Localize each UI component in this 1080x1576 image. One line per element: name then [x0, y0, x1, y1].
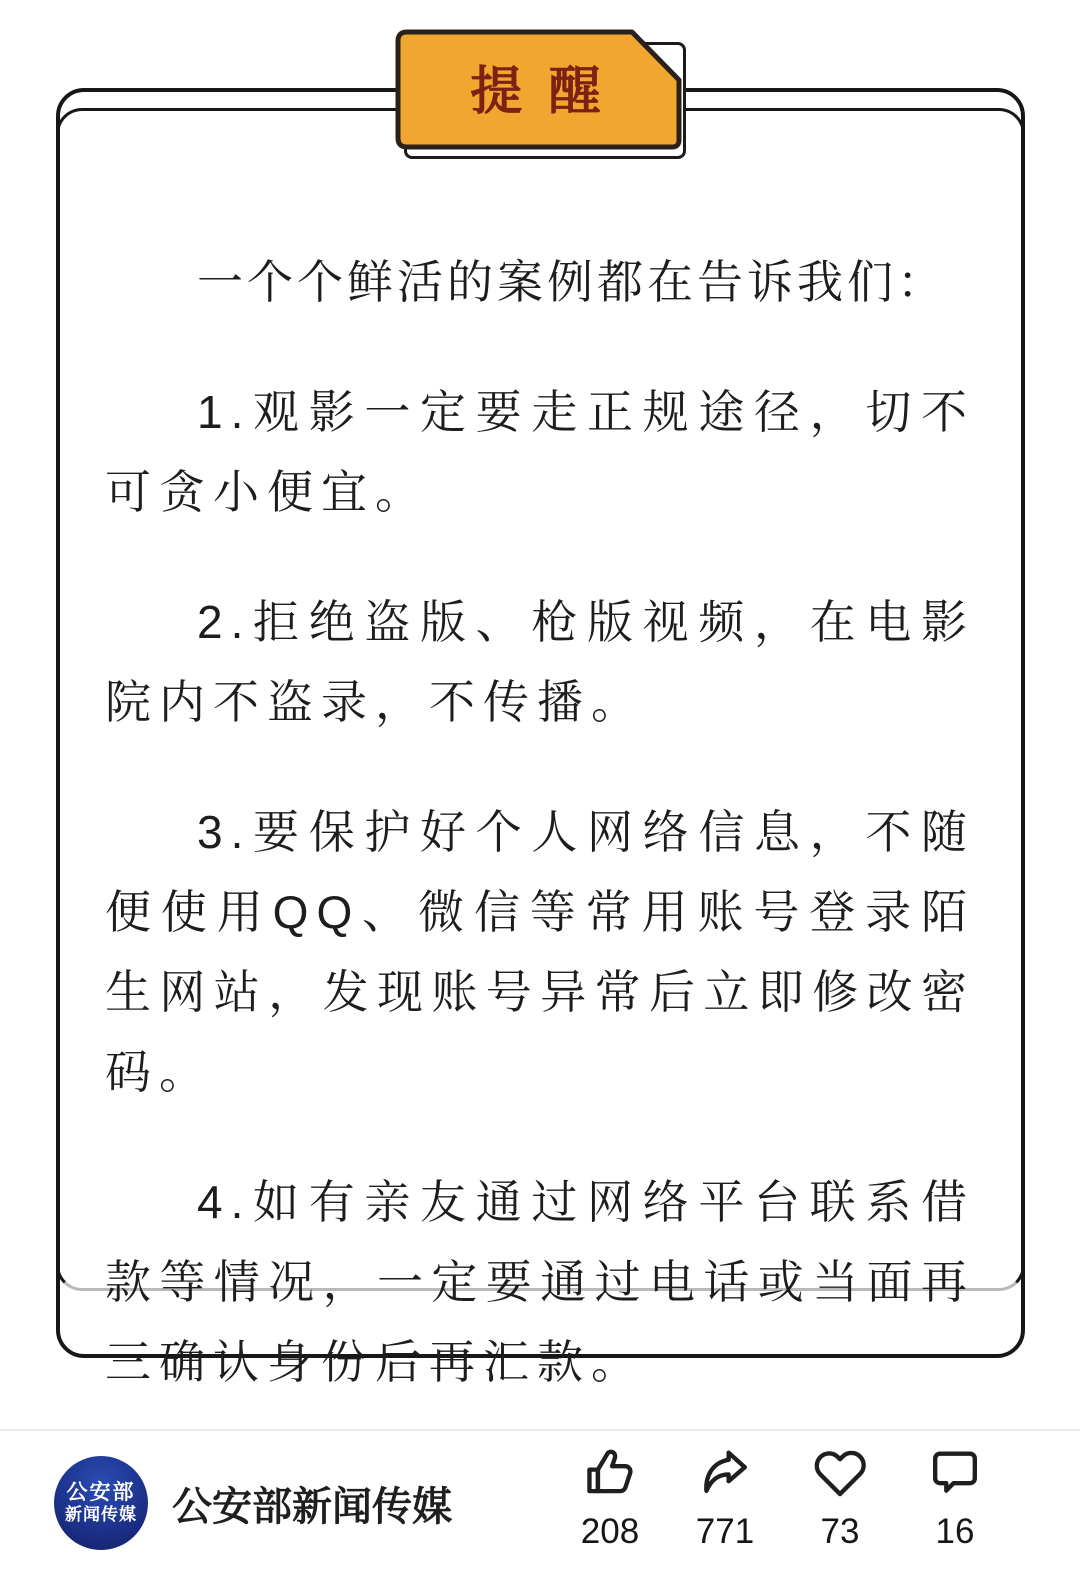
avatar-text-bottom: 新闻传媒 — [65, 1505, 137, 1525]
like-button[interactable] — [562, 1444, 658, 1550]
account-link[interactable] — [54, 1455, 452, 1551]
engagement-bar — [562, 1444, 1003, 1550]
thumbs-up-icon — [581, 1444, 639, 1502]
account-avatar — [54, 1456, 148, 1550]
reminder-point-2: 2.拒绝盗版、枪版视频，在电影院内不盗录，不传播。 — [105, 596, 975, 728]
comment-button[interactable] — [907, 1444, 1003, 1550]
account-name: 公安部新闻传媒 — [172, 1484, 452, 1529]
share-count: 771 — [695, 1512, 755, 1551]
tab-title: 提 醒 — [470, 62, 607, 121]
reminder-text — [60, 92, 1021, 1452]
reminder-point-4: 4.如有亲友通过网络平台联系借款等情况，一定要通过电话或当面再三确认身份后再汇款。 — [105, 1176, 975, 1388]
comment-icon — [926, 1444, 984, 1502]
like-count: 208 — [580, 1512, 640, 1551]
share-button[interactable] — [677, 1444, 773, 1550]
footer-divider — [0, 1429, 1080, 1431]
reminder-point-1: 1.观影一定要走正规途径，切不可贪小便宜。 — [105, 386, 975, 518]
heart-icon — [811, 1444, 869, 1502]
reminder-point-3: 3.要保护好个人网络信息，不随便使用QQ、微信等常用账号登录陌生网站，发现账号异常后立即修改密码。 — [105, 806, 975, 1098]
avatar-text-top: 公安部 — [66, 1481, 136, 1505]
reminder-tab — [394, 28, 683, 152]
share-icon — [696, 1444, 754, 1502]
reminder-intro: 一个个鲜活的案例都在告诉我们： — [197, 256, 947, 308]
comment-count: 16 — [935, 1512, 975, 1551]
favorite-count: 73 — [820, 1512, 860, 1551]
favorite-button[interactable] — [792, 1444, 888, 1550]
reminder-card — [56, 88, 1025, 1388]
